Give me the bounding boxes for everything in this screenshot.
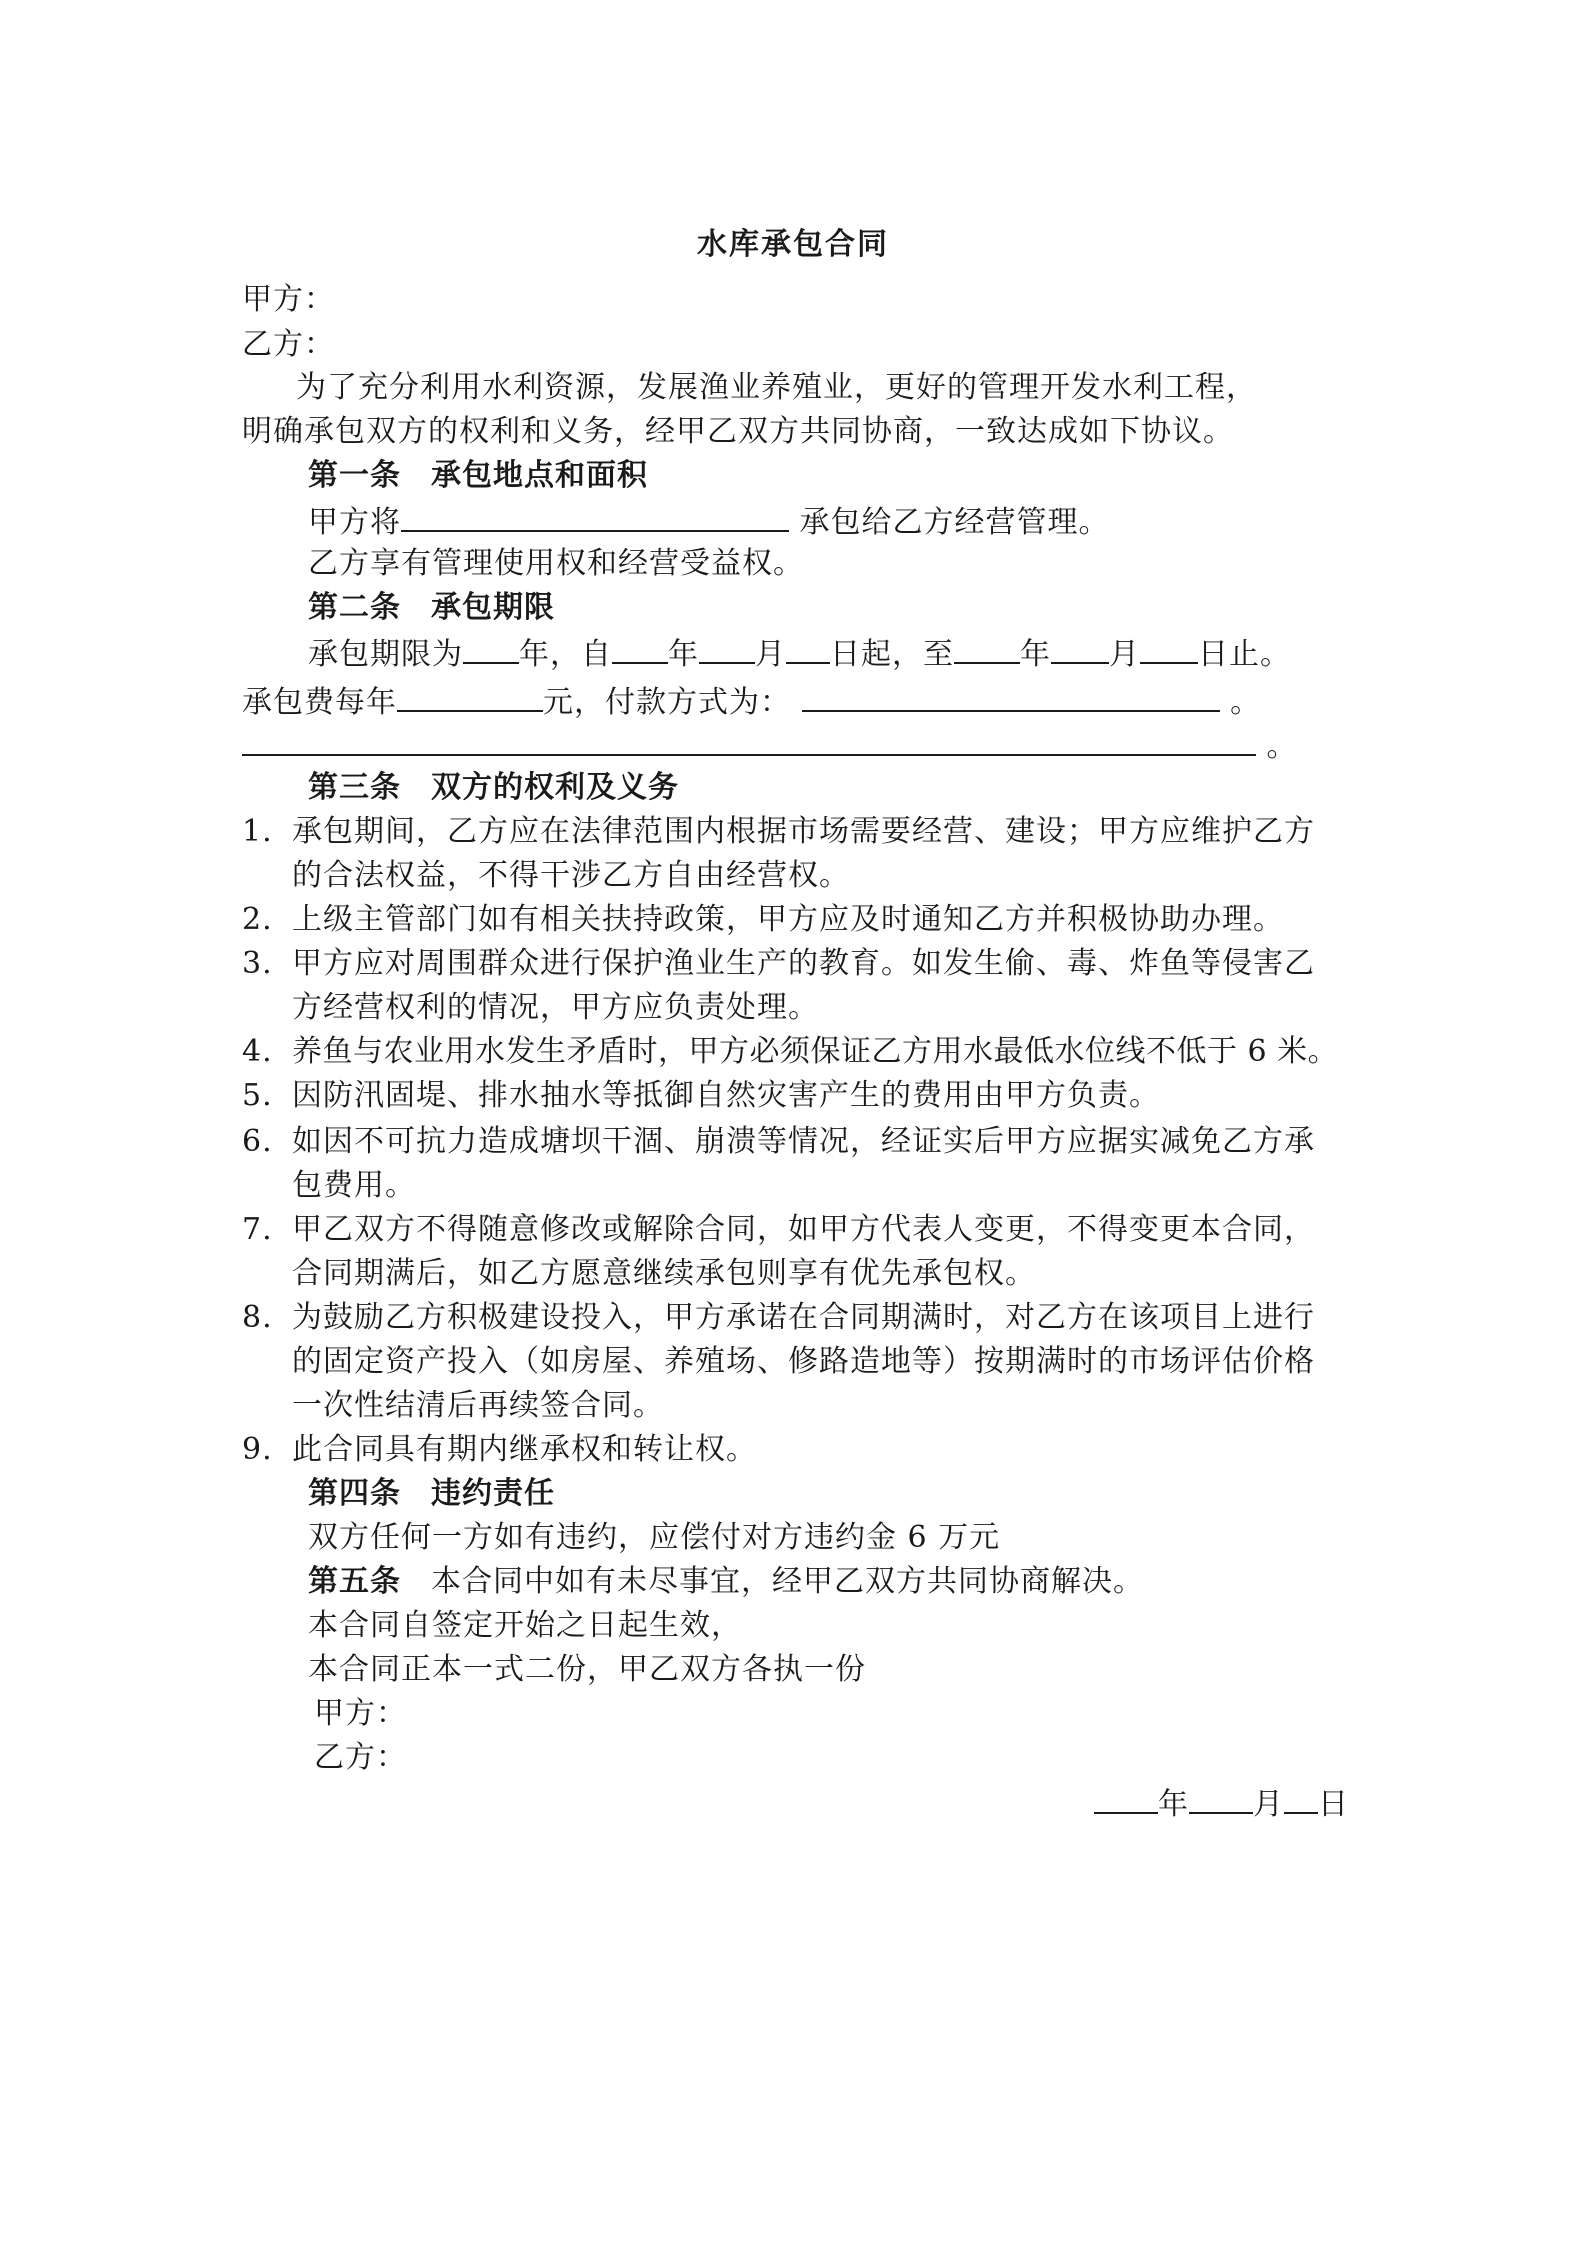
signature-party-a: 甲方： <box>314 1696 407 1731</box>
list-item: 养鱼与农业用水发生矛盾时，甲方必须保证乙方用水最低水位线不低于 6 米。 <box>292 1034 1339 1069</box>
article-3-number: 第三条 <box>308 770 401 805</box>
start-month-blank[interactable] <box>699 632 755 664</box>
signature-date: 年 月 日 <box>1094 1782 1349 1825</box>
list-item-number: 1. <box>242 814 273 849</box>
article-1-heading <box>308 456 648 496</box>
term-years-blank[interactable] <box>463 632 519 664</box>
article-2-number: 第二条 <box>308 590 401 625</box>
payment-method-continuation: 。 <box>242 724 1298 767</box>
list-item: 此合同具有期内继承权和转让权。 <box>292 1432 757 1467</box>
article-5-text: 本合同中如有未尽事宜，经甲乙双方共同协商解决。 <box>431 1564 1144 1599</box>
list-item: 因防汛固堤、排水抽水等抵御自然灾害产生的费用由甲方负责。 <box>292 1078 1160 1113</box>
preamble-line-1: 为了充分利用水利资源，发展渔业养殖业，更好的管理开发水利工程， <box>296 370 1257 405</box>
term-line: 承包期限为 年，自 年 月 日起，至 年 月 日止。 <box>308 632 1291 675</box>
copies-clause: 本合同正本一式二份，甲乙双方各执一份 <box>308 1652 866 1687</box>
article-4-number: 第四条 <box>308 1476 401 1511</box>
list-item: 甲乙双方不得随意修改或解除合同，如甲方代表人变更，不得变更本合同， <box>292 1212 1315 1247</box>
list-item: 方经营权利的情况，甲方应负责处理。 <box>292 990 819 1025</box>
sign-day-blank[interactable] <box>1284 1782 1318 1814</box>
article-2-title: 承包期限 <box>431 590 555 625</box>
annual-fee-blank[interactable] <box>397 680 543 712</box>
list-item: 承包期间，乙方应在法律范围内根据市场需要经营、建设；甲方应维护乙方 <box>292 814 1315 849</box>
list-item: 的合法权益，不得干涉乙方自由经营权。 <box>292 858 850 893</box>
list-item-number: 9. <box>242 1432 273 1467</box>
preamble-line-2: 明确承包双方的权利和义务，经甲乙双方共同协商，一致达成如下协议。 <box>242 414 1234 449</box>
party-a-label: 甲方： <box>242 282 335 317</box>
article-1-number: 第一条 <box>308 458 401 493</box>
end-year-blank[interactable] <box>954 632 1020 664</box>
start-year-blank[interactable] <box>612 632 668 664</box>
list-item: 上级主管部门如有相关扶持政策，甲方应及时通知乙方并积极协助办理。 <box>292 902 1284 937</box>
list-item: 如因不可抗力造成塘坝干涸、崩溃等情况，经证实后甲方应据实减免乙方承 <box>292 1124 1315 1159</box>
party-b-label: 乙方： <box>242 327 335 362</box>
start-day-blank[interactable] <box>786 632 830 664</box>
end-day-blank[interactable] <box>1140 632 1198 664</box>
list-item-number: 5. <box>242 1078 273 1113</box>
article-4-line-1: 双方任何一方如有违约，应偿付对方违约金 6 万元 <box>308 1520 1001 1555</box>
fee-line: 承包费每年 元，付款方式为： 。 <box>242 680 1261 723</box>
effective-clause: 本合同自签定开始之日起生效， <box>308 1608 742 1643</box>
article-2-heading <box>308 588 555 628</box>
list-item-number: 7. <box>242 1212 273 1247</box>
article-1-line-1: 甲方将 承包给乙方经营管理。 <box>308 500 1110 543</box>
article-4-heading <box>308 1474 555 1514</box>
list-item-number: 2. <box>242 902 273 937</box>
article-3-heading <box>308 768 679 808</box>
list-item-number: 6. <box>242 1124 273 1159</box>
list-item-number: 8. <box>242 1300 273 1335</box>
article-1-line-2: 乙方享有管理使用权和经营受益权。 <box>308 546 804 581</box>
payment-method-blank[interactable] <box>802 680 1220 712</box>
list-item: 为鼓励乙方积极建设投入，甲方承诺在合同期满时，对乙方在该项目上进行 <box>292 1300 1315 1335</box>
list-item: 甲方应对周围群众进行保护渔业生产的教育。如发生偷、毒、炸鱼等侵害乙 <box>292 946 1315 981</box>
payment-method-blank-2[interactable] <box>242 724 1256 756</box>
article-1-title: 承包地点和面积 <box>431 458 648 493</box>
list-item: 一次性结清后再续签合同。 <box>292 1388 664 1423</box>
list-item: 的固定资产投入（如房屋、养殖场、修路造地等）按期满时的市场评估价格 <box>292 1344 1315 1379</box>
article-5-line <box>308 1562 1144 1602</box>
location-blank[interactable] <box>401 500 789 532</box>
sign-year-blank[interactable] <box>1094 1782 1158 1814</box>
article-3-title: 双方的权利及义务 <box>431 770 679 805</box>
list-item: 包费用。 <box>292 1168 416 1203</box>
end-month-blank[interactable] <box>1051 632 1109 664</box>
signature-party-b: 乙方： <box>314 1740 407 1775</box>
list-item: 合同期满后，如乙方愿意继续承包则享有优先承包权。 <box>292 1256 1036 1291</box>
article-5-number: 第五条 <box>308 1564 401 1599</box>
list-item-number: 3. <box>242 946 273 981</box>
list-item-number: 4. <box>242 1034 273 1069</box>
document-title: 水库承包合同 <box>697 227 889 262</box>
article-4-title: 违约责任 <box>431 1476 555 1511</box>
sign-month-blank[interactable] <box>1189 1782 1253 1814</box>
